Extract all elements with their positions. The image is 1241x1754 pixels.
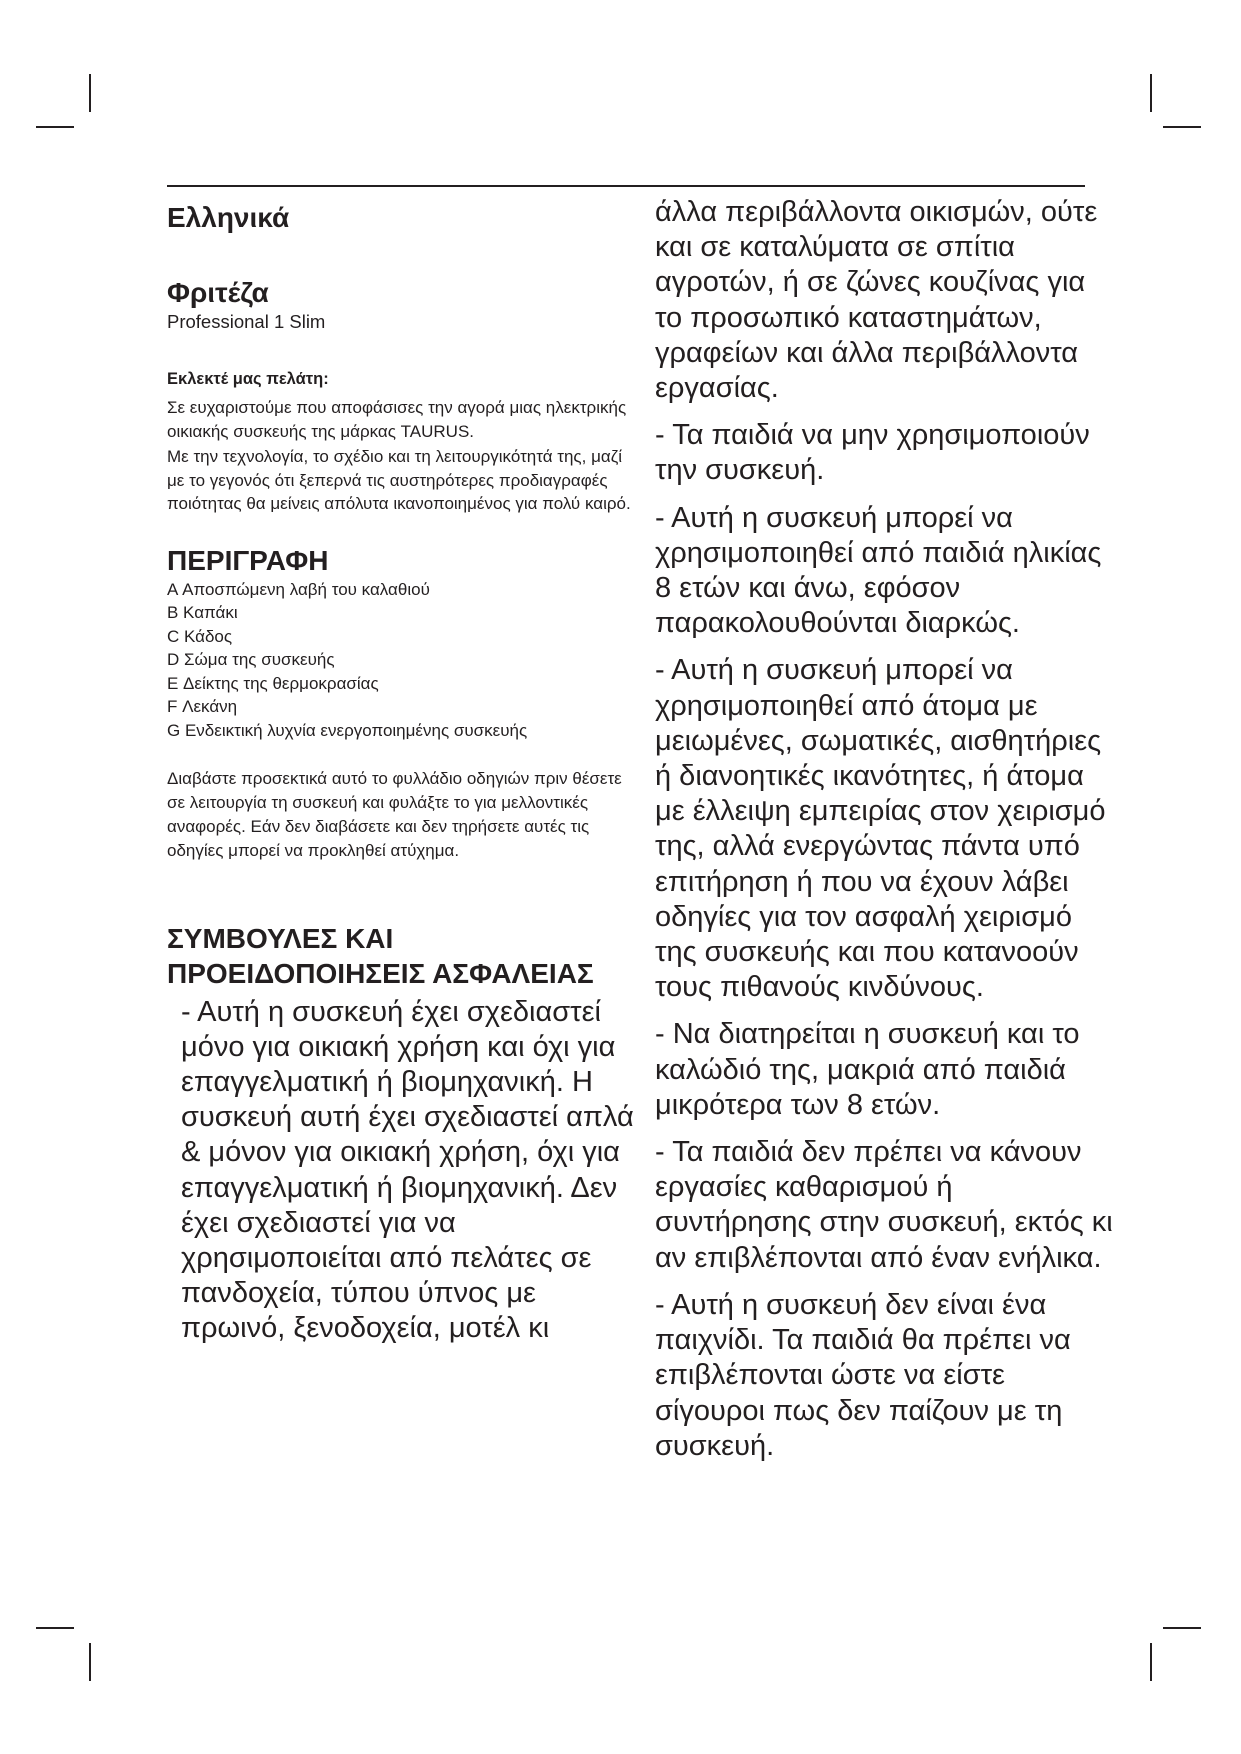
product-title: Φριτέζα (167, 277, 269, 308)
right-column (655, 195, 1115, 1476)
crop-mark-top-left-h (36, 126, 74, 128)
crop-mark-bottom-right-h (1163, 1627, 1201, 1629)
intro-paragraph-2: Με την τεχνολογία, το σχέδιο και τη λειτουργικότητά της, μαζί με το γεγονός ότι ξεπερνά τις αυστηρότερες προδιαγραφές ποιότητας θα μείνεις απόλυτα ικανοποιημένος για πολύ καιρό. (167, 447, 631, 513)
parts-list (167, 578, 637, 743)
crop-mark-top-right-h (1163, 126, 1201, 128)
read-instructions-warning: Διαβάστε προσεκτικά αυτό το φυλλάδιο οδηγιών πριν θέσετε σε λειτουργία τη συσκευή και φυλάξτε το για μελλοντικές αναφορές. Εάν δεν διαβάσετε και δεν τηρήσετε αυτές τις οδηγίες μπορεί να προκληθεί ατύχημα. (167, 768, 622, 860)
safety-item-5: - Να διατηρείται η συσκευή και το καλώδιό της, μακριά από παιδιά μικρότερα των 8 ετών. (655, 1018, 1080, 1121)
left-column (167, 200, 637, 1359)
description-title: ΠΕΡΙΓΡΑΦΗ (167, 544, 329, 576)
intro-paragraph-1: Σε ευχαριστούμε που αποφάσισες την αγορά μιας ηλεκτρικής οικιακής συσκευής της μάρκας TAURUS. (167, 398, 627, 441)
safety-item-7: - Αυτή η συσκευή δεν είναι ένα παιχνίδι. Τα παιδιά θα πρέπει να επιβλέπονται ώστε να είστε σίγουροι πως δεν παίζουν με τη συσκευή. (655, 1288, 1071, 1462)
part-b: B Καπάκι (167, 603, 238, 623)
part-e: E Δείκτης της θερμοκρασίας (167, 673, 379, 693)
part-a: A Αποσπώμενη λαβή του καλαθιού (167, 579, 430, 599)
crop-mark-bottom-right-v (1150, 1643, 1152, 1681)
greeting: Εκλεκτέ μας πελάτη: (167, 370, 329, 388)
language-heading: Ελληνικά (167, 202, 290, 233)
safety-item-4: - Αυτή η συσκευή μπορεί να χρησιμοποιηθεί από άτομα με μειωμένες, σωματικές, αισθητήριες ή διανοητικές ικανότητες, ή άτομα με έλλειψη εμπειρίας στον χειρισμό της, αλλά ενεργώντας πάντα υπό επιτήρηση ή που να έχουν λάβει οδηγίες για τον ασφαλή χειρισμό της συσκευής και που κατανοούν τους πιθανούς κινδύνους. (655, 654, 1106, 1004)
crop-mark-top-right-v (1150, 74, 1152, 112)
product-model: Professional 1 Slim (167, 311, 326, 332)
crop-mark-top-left-v (89, 74, 91, 112)
crop-mark-bottom-left-h (36, 1627, 74, 1629)
safety-item-6: - Τα παιδιά δεν πρέπει να κάνουν εργασίες καθαρισμού ή συντήρησης στην συσκευή, εκτός κι αν επιβλέπονται από έναν ενήλικα. (655, 1136, 1113, 1274)
safety-item-1-continued: άλλα περιβάλλοντα οικισμών, ούτε και σε καταλύματα σε σπίτια αγροτών, ή σε ζώνες κουζίνας για το προσωπικό καταστημάτων, γραφείων και άλλα περιβάλλοντα εργασίας. (655, 196, 1098, 405)
safety-item-1-start: - Αυτή η συσκευή έχει σχεδιαστεί μόνο για οικιακή χρήση και όχι για επαγγελματική ή βιομηχανική. Η συσκευή αυτή έχει σχεδιαστεί απλά & μόνον για οικιακή χρήση, όχι για επαγγελματική ή βιομηχανική. Δεν έχει σχεδιαστεί για να χρησιμοποιείται από πελάτες σε πανδοχεία, τύπου ύπνος με πρωινό, ξενοδοχεία, μοτέλ κι (181, 995, 634, 1345)
safety-item-2: - Τα παιδιά να μην χρησιμοποιούν την συσκευή. (655, 419, 1090, 487)
part-f: F Λεκάνη (167, 697, 238, 717)
part-c: C Κάδος (167, 626, 233, 646)
crop-mark-bottom-left-v (89, 1643, 91, 1681)
safety-item-3: - Αυτή η συσκευή μπορεί να χρησιμοποιηθεί από παιδιά ηλικίας 8 ετών και άνω, εφόσον παρακολουθούνται διαρκώς. (655, 501, 1102, 640)
part-g: G Ενδεικτική λυχνία ενεργοποιημένης συσκευής (167, 721, 528, 741)
part-d: D Σώμα της συσκευής (167, 650, 335, 670)
top-rule (167, 185, 1085, 187)
safety-title: ΣΥΜΒΟΥΛΕΣ ΚΑΙ ΠΡΟΕΙΔΟΠΟΙΗΣΕΙΣ ΑΣΦΑΛΕΙΑΣ (167, 922, 594, 989)
